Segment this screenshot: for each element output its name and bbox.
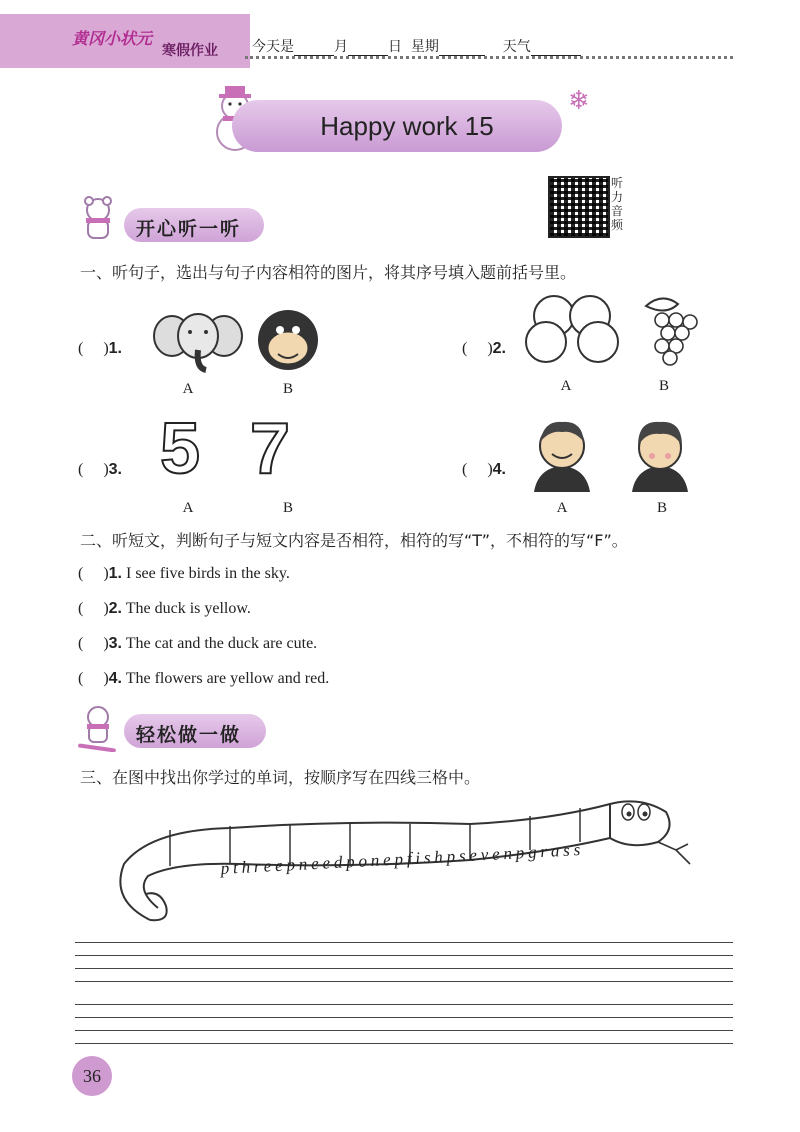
q1-answer-bracket[interactable]: ( )1. [78, 340, 122, 357]
tf-sentence: The cat and the duck are cute. [125, 635, 318, 652]
book-title: 寒假作业 [162, 43, 218, 59]
date-prefix: 今天是 [252, 39, 294, 55]
tf-item-2[interactable]: ( )2. The duck is yellow. [78, 600, 251, 617]
grandma-icon [628, 414, 692, 492]
tf-item-1[interactable]: ( )1. I see five birds in the sky. [78, 565, 290, 582]
section1-heading: 开心听一听 [136, 218, 242, 240]
day-blank[interactable] [348, 39, 388, 56]
q1-option-a-label: A [182, 381, 194, 397]
q3-option-b-label: B [282, 500, 293, 516]
q2-option-b-label: B [658, 378, 669, 394]
q4-answer-bracket[interactable]: ( )4. [462, 461, 506, 478]
snowflake-icon: ❄ [568, 86, 590, 116]
grapes-icon [632, 292, 702, 366]
month-label: 月 [334, 39, 348, 55]
qr-label: 听力音频 [611, 176, 624, 232]
weather-label: 天气 [502, 39, 531, 55]
date-line [252, 36, 581, 56]
writing-line [75, 981, 733, 982]
tf-number: 2. [108, 600, 122, 617]
tf-item-4[interactable]: ( )4. The flowers are yellow and red. [78, 670, 330, 687]
writing-line [75, 942, 733, 943]
part1-instruction: 一、听句子，选出与句子内容相符的图片，将其序号填入题前括号里。 [80, 263, 577, 282]
snake-letters: pthreepneedponepfishpsevenpgrass [220, 840, 581, 878]
weekday-label: 星期 [410, 39, 439, 55]
part3-instruction: 三、在图中找出你学过的单词，按顺序写在四线三格中。 [80, 768, 481, 787]
q3-number: 3. [108, 461, 122, 478]
number-five-icon: 5 [160, 409, 201, 489]
weather-blank[interactable] [531, 39, 581, 56]
q2-option-a-label: A [560, 378, 572, 394]
tf-number: 3. [108, 635, 122, 652]
day-label: 日 [388, 39, 402, 55]
q1-number: 1. [108, 340, 122, 357]
weekday-blank[interactable] [439, 39, 485, 56]
q2-answer-bracket[interactable]: ( )2. [462, 340, 506, 357]
qr-code[interactable] [548, 176, 610, 238]
brand-logo: 黄冈小状元 [72, 29, 153, 48]
section2-heading: 轻松做一做 [136, 724, 242, 746]
tf-sentence: The duck is yellow. [125, 600, 251, 617]
page-number: 36 [72, 1056, 112, 1096]
writing-line [75, 1043, 733, 1044]
elephant-icon [152, 306, 244, 374]
monkey-icon [250, 306, 326, 372]
header-divider [245, 56, 733, 59]
q3-answer-bracket[interactable]: ( )3. [78, 461, 122, 478]
number-seven-icon: 7 [250, 409, 291, 489]
q4-option-a-label: A [556, 500, 568, 516]
skiing-mascot-icon [76, 704, 118, 752]
part2-instruction: 二、听短文，判断句子与短文内容是否相符，相符的写“T”，不相符的写“F”。 [80, 531, 628, 550]
snake-illustration [110, 790, 700, 930]
apples-icon [524, 290, 620, 366]
tf-sentence: The flowers are yellow and red. [125, 670, 330, 687]
grandpa-icon [530, 414, 594, 492]
writing-line [75, 1017, 733, 1018]
tf-item-3[interactable]: ( )3. The cat and the duck are cute. [78, 635, 318, 652]
writing-line [75, 955, 733, 956]
writing-line [75, 1004, 733, 1005]
q1-option-b-label: B [282, 381, 293, 397]
month-blank[interactable] [294, 39, 334, 56]
tf-number: 1. [108, 565, 122, 582]
page-title: Happy work 15 [320, 111, 494, 141]
bear-mascot-icon [76, 196, 118, 242]
tf-sentence: I see five birds in the sky. [126, 565, 290, 582]
writing-line [75, 968, 733, 969]
tf-number: 4. [108, 670, 122, 687]
q3-option-a-label: A [182, 500, 194, 516]
writing-line [75, 1030, 733, 1031]
q4-number: 4. [492, 461, 506, 478]
q2-number: 2. [492, 340, 506, 357]
q4-option-b-label: B [656, 500, 667, 516]
